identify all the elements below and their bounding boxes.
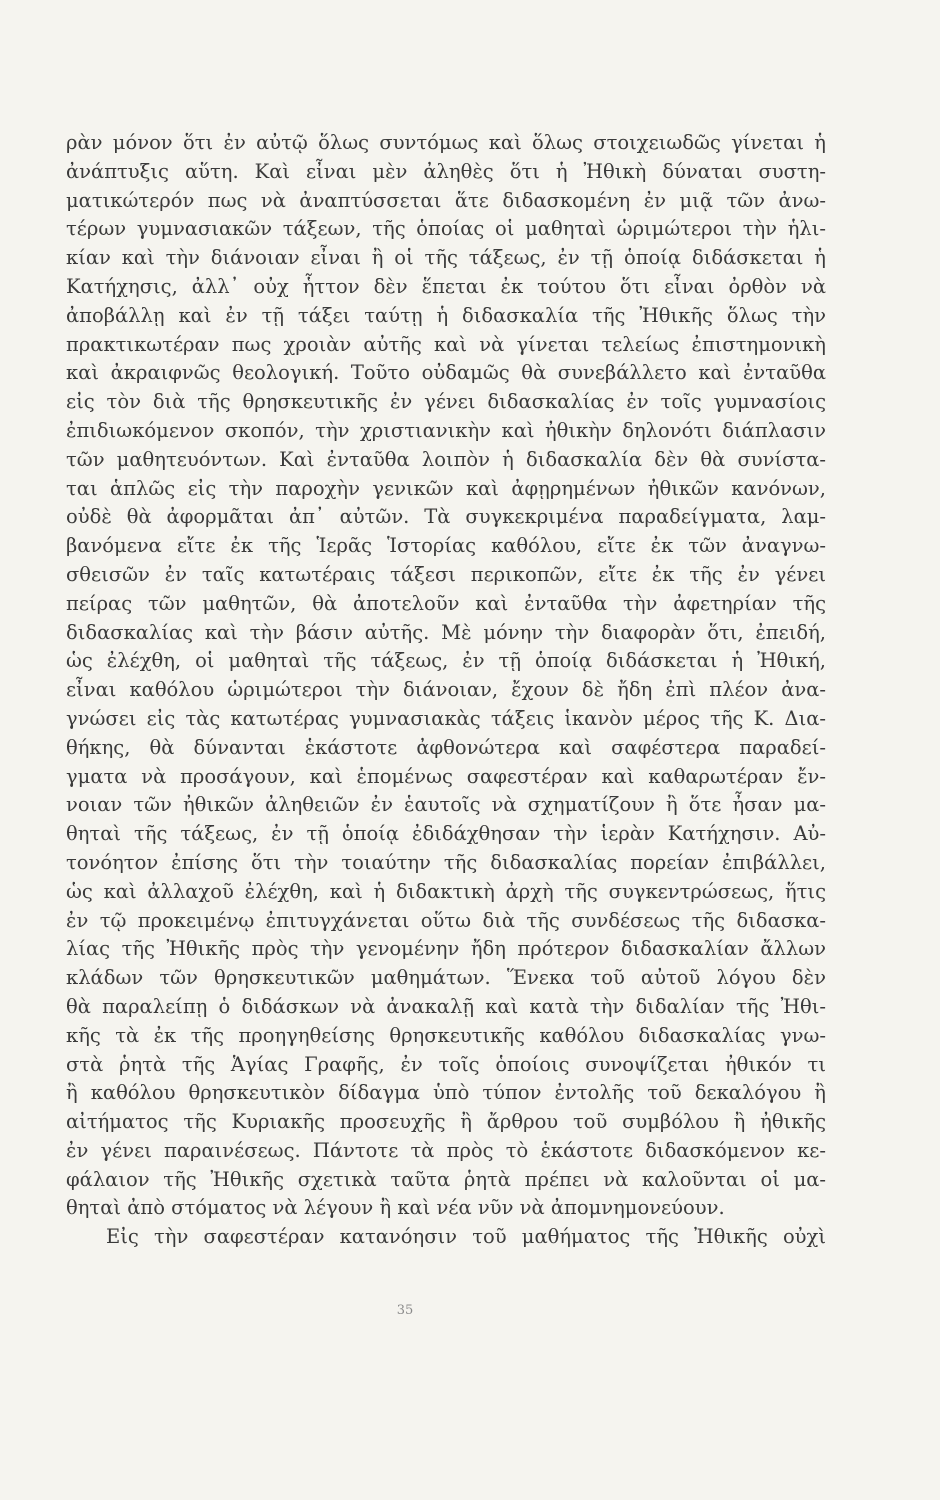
text-line: αἰτήματος τῆς Κυριακῆς προσευχῆς ἢ ἄρθρου τοῦ συμβόλου ἢ ἠθικῆς	[66, 1110, 826, 1134]
text-line: ἐπιδιωκόμενον σκοπόν, τὴν χριστιανικὴν καὶ ἠθικὴν δηλονότι διάπλασιν	[66, 418, 826, 442]
text-line-paragraph-end: θηταὶ ἀπὸ στόματος νὰ λέγουν ἢ καὶ νέα νῦν νὰ ἀπομνημονεύουν.	[66, 1196, 725, 1220]
text-line: διδασκαλίας καὶ τὴν βάσιν αὐτῆς. Μὲ μόνην τὴν διαφορὰν ὅτι, ἐπειδή,	[66, 620, 826, 644]
text-line: ἀποβάλλῃ καὶ ἐν τῇ τάξει ταύτῃ ἡ διδασκαλία τῆς Ἠθικῆς ὅλως τὴν	[66, 303, 826, 327]
text-line: στὰ ῥητὰ τῆς Ἁγίας Γραφῆς, ἐν τοῖς ὁποίοις συνοψίζεται ἠθικόν τι	[66, 1052, 826, 1076]
body-text	[66, 129, 826, 1252]
text-line: κίαν καὶ τὴν διάνοιαν εἶναι ἢ οἱ τῆς τάξεως, ἐν τῇ ὁποίᾳ διδάσκεται ἡ	[66, 246, 826, 270]
text-line-paragraph-start: Εἰς τὴν σαφεστέραν κατανόησιν τοῦ μαθήματος τῆς Ἠθικῆς οὐχὶ	[106, 1225, 826, 1249]
text-line: οὐδὲ θὰ ἀφορμᾶται ἀπ᾽ αὐτῶν. Τὰ συγκεκριμένα παραδείγματα, λαμ-	[66, 505, 826, 529]
text-line: ἐν γένει παραινέσεως. Πάντοτε τὰ πρὸς τὸ ἑκάστοτε διδασκόμενον κε-	[66, 1138, 826, 1162]
text-line: τονόητον ἐπίσης ὅτι τὴν τοιαύτην τῆς διδασκαλίας πορείαν ἐπιβάλλει,	[66, 850, 826, 874]
text-line: ται ἁπλῶς εἰς τὴν παροχὴν γενικῶν καὶ ἀφῃρημένων ἠθικῶν κανόνων,	[66, 476, 826, 500]
text-line: γματα νὰ προσάγουν, καὶ ἑπομένως σαφεστέραν καὶ καθαρωτέραν ἔν-	[66, 764, 826, 788]
text-line: νοιαν τῶν ἠθικῶν ἀληθειῶν ἐν ἑαυτοῖς νὰ σχηματίζουν ἢ ὅτε ἦσαν μα-	[66, 793, 826, 817]
text-line: καὶ ἀκραιφνῶς θεολογική. Τοῦτο οὐδαμῶς θὰ συνεβάλλετο καὶ ἐνταῦθα	[66, 361, 826, 385]
text-line: ἀνάπτυξις αὕτη. Καὶ εἶναι μὲν ἀληθὲς ὅτι ἡ Ἠθικὴ δύναται συστη-	[66, 159, 826, 183]
text-line: θηταὶ τῆς τάξεως, ἐν τῇ ὁποίᾳ ἐδιδάχθησαν τὴν ἱερὰν Κατήχησιν. Αὐ-	[66, 822, 826, 846]
text-line: ὡς ἐλέχθη, οἱ μαθηταὶ τῆς τάξεως, ἐν τῇ ὁποίᾳ διδάσκεται ἡ Ἠθική,	[66, 649, 826, 673]
text-line: κῆς τὰ ἐκ τῆς προηγηθείσης θρησκευτικῆς καθόλου διδασκαλίας γνω-	[66, 1023, 826, 1047]
text-line: τῶν μαθητευόντων. Καὶ ἐνταῦθα λοιπὸν ἡ διδασκαλία δὲν θὰ συνίστα-	[66, 447, 826, 471]
text-line: φάλαιον τῆς Ἠθικῆς σχετικὰ ταῦτα ῥητὰ πρέπει νὰ καλοῦνται οἱ μα-	[66, 1167, 826, 1191]
text-line: λίας τῆς Ἠθικῆς πρὸς τὴν γενομένην ἤδη πρότερον διδασκαλίαν ἄλλων	[66, 937, 826, 961]
text-line: Κατήχησις, ἀλλ᾽ οὐχ ἧττον δὲν ἕπεται ἐκ τούτου ὅτι εἶναι ὀρθὸν νὰ	[66, 274, 826, 298]
text-line: εἰς τὸν διὰ τῆς θρησκευτικῆς ἐν γένει διδασκαλίας ἐν τοῖς γυμνασίοις	[66, 390, 826, 414]
text-line: θήκης, θὰ δύνανται ἑκάστοτε ἀφθονώτερα καὶ σαφέστερα παραδεί-	[66, 735, 826, 759]
text-line: κλάδων τῶν θρησκευτικῶν μαθημάτων. Ἕνεκα τοῦ αὐτοῦ λόγου δὲν	[66, 966, 826, 990]
text-line: ἢ καθόλου θρησκευτικὸν δίδαγμα ὑπὸ τύπον ἐντολῆς τοῦ δεκαλόγου ἢ	[66, 1081, 826, 1105]
text-line: ἐν τῷ προκειμένῳ ἐπιτυγχάνεται οὕτω διὰ τῆς συνδέσεως τῆς διδασκα-	[66, 908, 826, 932]
text-line: εἶναι καθόλου ὡριμώτεροι τὴν διάνοιαν, ἔχουν δὲ ἤδη ἐπὶ πλέον ἀνα-	[66, 678, 826, 702]
text-line: σθεισῶν ἐν ταῖς κατωτέραις τάξεσι περικοπῶν, εἴτε ἐκ τῆς ἐν γένει	[66, 562, 826, 586]
text-line: ρὰν μόνον ὅτι ἐν αὐτῷ ὅλως συντόμως καὶ ὅλως στοιχειωδῶς γίνεται ἡ	[66, 131, 826, 154]
text-line: ὡς καὶ ἀλλαχοῦ ἐλέχθη, καὶ ἡ διδακτικὴ ἀρχὴ τῆς συγκεντρώσεως, ἥτις	[66, 879, 826, 903]
text-line: πείρας τῶν μαθητῶν, θὰ ἀποτελοῦν καὶ ἐνταῦθα τὴν ἀφετηρίαν τῆς	[66, 591, 826, 615]
text-line: γνώσει εἰς τὰς κατωτέρας γυμνασιακὰς τάξεις ἱκανὸν μέρος τῆς Κ. Δια-	[66, 706, 826, 730]
text-line: ματικώτερόν πως νὰ ἀναπτύσσεται ἅτε διδασκομένη ἐν μιᾷ τῶν ἀνω-	[66, 188, 826, 212]
text-line: βανόμενα εἴτε ἐκ τῆς Ἱερᾶς Ἱστορίας καθόλου, εἴτε ἐκ τῶν ἀναγνω-	[66, 534, 826, 558]
page-number: 35	[396, 1303, 414, 1318]
text-line: θὰ παραλείπῃ ὁ διδάσκων νὰ ἀνακαλῇ καὶ κατὰ τὴν διδαλίαν τῆς Ἠθι-	[66, 994, 826, 1018]
text-line: τέρων γυμνασιακῶν τάξεων, τῆς ὁποίας οἱ μαθηταὶ ὡριμώτεροι τὴν ἡλι-	[66, 217, 826, 241]
text-line: πρακτικωτέραν πως χροιὰν αὐτῆς καὶ νὰ γίνεται τελείως ἐπιστημονικὴ	[66, 332, 826, 356]
